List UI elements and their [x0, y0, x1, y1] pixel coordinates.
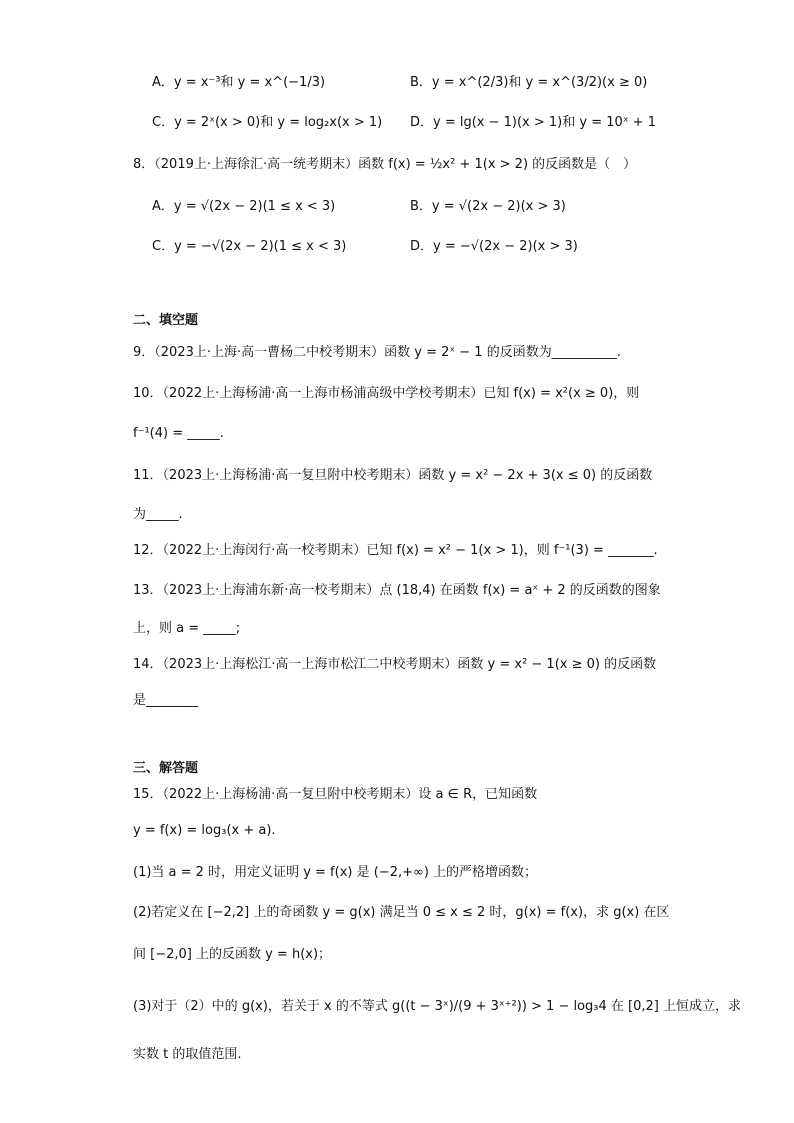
question-11-line1: 11．（2023上·上海杨浦·高一复旦附中校考期末）函数 y = x² − 2x + 3(x ≤ 0) 的反函数 — [133, 468, 653, 483]
q8-option-d: D．y = −√(2x − 2)(x > 3) — [410, 239, 578, 254]
question-15-part2-line2: 间 [−2,0] 上的反函数 y = h(x)； — [133, 947, 332, 962]
q8-stem: 8．（2019上·上海徐汇·高一统考期末）函数 f(x) = ½x² + 1(x > 2) 的反函数是（ ） — [133, 157, 637, 172]
section-fill-in-heading: 二、填空题 — [133, 313, 199, 328]
question-15-part2-line1: (2)若定义在 [−2,2] 上的奇函数 y = g(x) 满足当 0 ≤ x ≤ 2 时，g(x) = f(x)，求 g(x) 在区 — [133, 905, 670, 920]
question-11-line2: 为_____. — [133, 507, 183, 522]
question-14-line2: 是________ — [133, 693, 199, 708]
question-10-line1: 10．（2022上·上海杨浦·高一上海市杨浦高级中学校考期末）已知 f(x) = x²(x ≥ 0)，则 — [133, 386, 640, 401]
question-13-line1: 13．（2023上·上海浦东新·高一校考期末）点 (18,4) 在函数 f(x) = aˣ + 2 的反函数的图象 — [133, 583, 661, 598]
section-answer-heading: 三、解答题 — [133, 761, 199, 776]
question-15-part3-line2: 实数 t 的取值范围. — [133, 1047, 242, 1062]
question-15-part3-line1: (3)对于（2）中的 g(x)，若关于 x 的不等式 g((t − 3ˣ)/(9 + 3ˣ⁺²)) > 1 − log₃4 在 [0,2] 上恒成立，求 — [133, 999, 741, 1014]
question-13-line2: 上，则 a = _____; — [133, 621, 241, 636]
q8-option-a: A．y = √(2x − 2)(1 ≤ x < 3) — [152, 199, 336, 214]
question-9: 9．（2023上·上海·高一曹杨二中校考期末）函数 y = 2ˣ − 1 的反函数为__________. — [133, 345, 621, 360]
question-12: 12．（2022上·上海闵行·高一校考期末）已知 f(x) = x² − 1(x > 1)，则 f⁻¹(3) = _______. — [133, 543, 658, 558]
question-15-part1: (1)当 a = 2 时，用定义证明 y = f(x) 是 (−2,+∞) 上的严格增函数； — [133, 865, 538, 880]
q7-option-a: A．y = x⁻³和 y = x^(−1/3) — [152, 75, 326, 90]
question-10-line2: f⁻¹(4) = _____. — [133, 426, 224, 441]
q8-option-b: B．y = √(2x − 2)(x > 3) — [410, 199, 566, 214]
q8-option-c: C．y = −√(2x − 2)(1 ≤ x < 3) — [152, 239, 347, 254]
question-15-line2: y = f(x) = log₃(x + a). — [133, 823, 276, 838]
q7-option-c: C．y = 2ˣ(x > 0)和 y = log₂x(x > 1) — [152, 115, 383, 130]
question-15-line1: 15．（2022上·上海杨浦·高一复旦附中校考期末）设 a ∈ R，已知函数 — [133, 787, 538, 802]
q7-option-b: B．y = x^(2/3)和 y = x^(3/2)(x ≥ 0) — [410, 75, 648, 90]
question-14-line1: 14．（2023上·上海松江·高一上海市松江二中校考期末）函数 y = x² − 1(x ≥ 0) 的反函数 — [133, 657, 657, 672]
q7-option-d: D．y = lg(x − 1)(x > 1)和 y = 10ˣ + 1 — [410, 115, 656, 130]
